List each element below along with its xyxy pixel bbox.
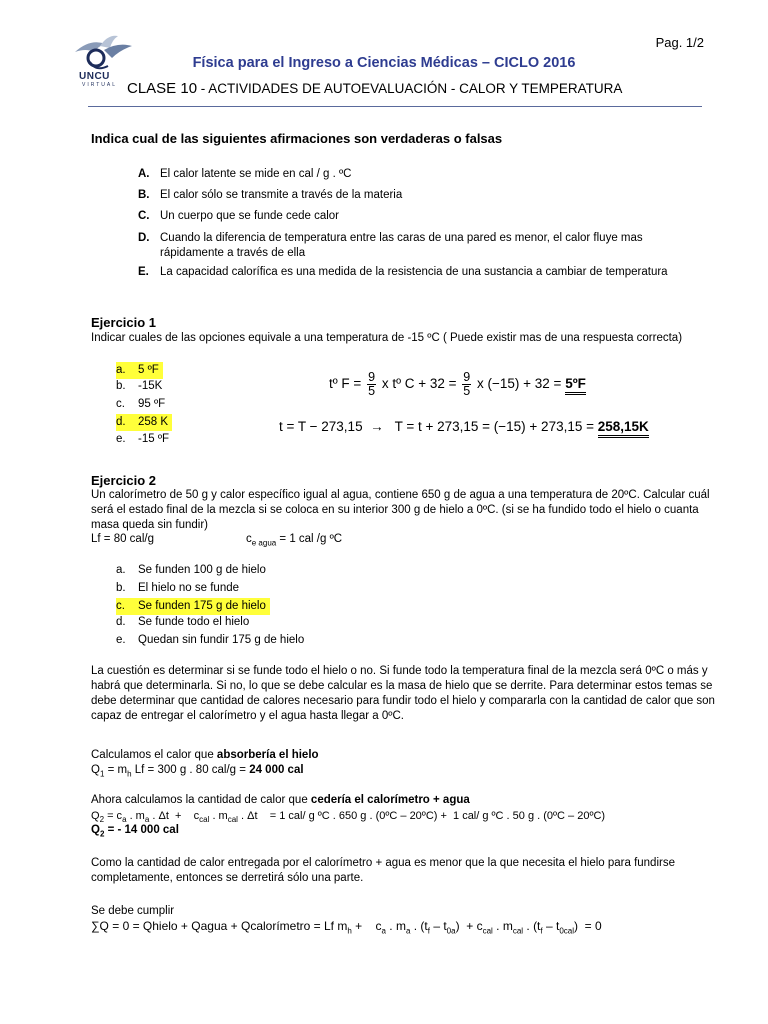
q1-equation: $Q_1 = m_h$ Lf = 300 g . 80 cal/g = 24 000 cal — [91, 764, 304, 779]
kelvin-equation: t = T − 273,15 → T = t + 273,15 = (−15) + 273,15 = 258,15K — [279, 419, 649, 434]
fraction: $\frac{9}{5}$ — [463, 370, 471, 398]
option-letter: c. — [116, 600, 125, 612]
page-number: Pag. 1/2 — [655, 35, 704, 50]
statement-b — [138, 188, 708, 203]
statement-text: El calor latente se mide en cal / g . ºC — [160, 168, 352, 180]
fahrenheit-equation: tº F = $\frac{9}{5}$ x tº C + 32 = $\frac{9}{5}$ x (−15) + 32 = 5ºF — [329, 370, 586, 398]
statement-text: Cuando la diferencia de temperatura entre las caras de una pared es menor, el calor fluye mas rápidamente a través de ella — [160, 232, 643, 259]
option-text: Se funden 175 g de hielo — [138, 600, 266, 612]
exercise-1-option-c — [116, 397, 165, 412]
must-satisfy-label: Se debe cumplir — [91, 905, 175, 917]
option-letter: c. — [116, 398, 125, 410]
exercise-2-option-e — [116, 633, 304, 648]
statement-letter: E. — [138, 266, 149, 278]
logo-text: UNCU — [79, 71, 110, 82]
exercise-1-prompt: Indicar cuales de las opciones equivale a una temperatura de -15 ºC ( Puede existir mas de una respuesta correcta) — [91, 332, 683, 344]
exercise-2-option-a — [116, 563, 266, 578]
statement-letter: A. — [138, 168, 150, 180]
fraction: $\frac{9}{5}$ — [368, 370, 376, 398]
exercise-1-option-b — [116, 379, 162, 394]
exercise-2-title: Ejercicio 2 — [91, 473, 157, 488]
fahrenheit-result: 5ºF — [565, 376, 586, 395]
option-text: -15K — [138, 380, 163, 392]
statement-e — [138, 265, 708, 280]
header-divider — [88, 106, 702, 107]
statement-c — [138, 209, 708, 224]
option-letter: a. — [116, 364, 126, 376]
q2-result: $Q_2$ = - 14 000 cal — [91, 824, 179, 839]
exercise-1-title: Ejercicio 1 — [91, 315, 157, 330]
option-text: Quedan sin fundir 175 g de hielo — [138, 634, 305, 646]
document-title: Física para el Ingreso a Ciencias Médicas – CICLO 2016 — [192, 55, 576, 71]
exercise-2-option-b — [116, 581, 239, 596]
logo-subtext: VIRTUAL — [82, 82, 118, 88]
statement-letter: D. — [138, 232, 150, 244]
option-text: -15 ºF — [138, 433, 170, 445]
exercise-2-option-c — [116, 598, 270, 615]
option-letter: a. — [116, 564, 126, 576]
energy-balance-equation: ∑Q = 0 = Qhielo + Qagua + Qcalorímetro = Lf $m_h$ + $c_a$ . $m_a$ . $(t_f - t_{0a}) + c_{cal}$ . $m_{cal}$ . $(t_f - t_{0cal}) = 0$ — [91, 919, 602, 936]
option-letter: e. — [116, 433, 126, 445]
exercise-2-prompt: Un calorímetro de 50 g y calor específico igual al agua, contiene 650 g de agua a una temperatura de 20ºC. Calcular cuál será el estado final de la mezcla si se coloca en su interior 300 g de hielo a 0ºC. (si se ha fundido todo el hielo o cuanta masa queda sin fundir) — [91, 489, 710, 531]
q2-equation: $Q_2 = c_a$ . $m_a$ . Δt + $c_{cal}$ . $m_{cal}$ . Δt = 1 cal/ g ºC . 650 g . (0ºC – 20ºC) + 1 cal/ g ºC . 50 g . (0ºC – 20ºC) — [91, 810, 606, 825]
option-letter: d. — [116, 416, 126, 428]
subtitle-text: - ACTIVIDADES DE AUTOEVALUACIÓN - CALOR Y TEMPERATURA — [197, 81, 623, 96]
calc-calorimeter-intro: Ahora calculamos la cantidad de calor que cedería el calorímetro + agua — [91, 794, 470, 806]
exercise-1-option-a — [116, 362, 163, 379]
exercise-1-option-d — [116, 414, 172, 431]
option-text: 5 ºF — [138, 364, 159, 376]
question-title: Indica cual de las siguientes afirmaciones son verdaderas o falsas — [91, 131, 503, 146]
q1-result: 24 000 cal — [249, 764, 304, 776]
statement-letter: B. — [138, 189, 150, 201]
statement-a — [138, 167, 708, 182]
option-text: 258 K — [138, 416, 169, 428]
statement-text: Un cuerpo que se funde cede calor — [160, 210, 340, 222]
option-letter: d. — [116, 616, 126, 628]
option-text: Se funden 100 g de hielo — [138, 564, 266, 576]
conclusion-paragraph: Como la cantidad de calor entregada por el calorímetro + agua es menor que la que necesita el hielo para fundirse completamente, entonces se derretirá sólo una parte. — [91, 857, 675, 884]
class-number: CLASE 10 — [127, 80, 198, 97]
exercise-2-constants — [91, 532, 716, 547]
option-text: 95 ºF — [138, 398, 166, 410]
latent-heat: Lf = 80 cal/g — [91, 533, 154, 545]
option-letter: b. — [116, 582, 126, 594]
kelvin-result: 258,15K — [598, 419, 649, 438]
specific-heat: $c_{e agua} = 1$ cal /g ºC — [246, 533, 343, 548]
statement-text: La capacidad calorífica es una medida de la resistencia de una sustancia a cambiar de temperatura — [160, 266, 668, 278]
statement-letter: C. — [138, 210, 150, 222]
statement-text: El calor sólo se transmite a través de la materia — [160, 189, 403, 201]
statement-d — [138, 231, 708, 261]
option-letter: b. — [116, 380, 126, 392]
option-text: El hielo no se funde — [138, 582, 240, 594]
explanation-paragraph: La cuestión es determinar si se funde todo el hielo o no. Si funde todo la temperatura final de la mezcla será 0ºC o más y habrá que determinarla. Si no, lo que se debe calcular es la masa de hielo que se derrite. Para determinar estos temas se debe determinar que cantidad de calores necesario para fundir todo el hielo y compararla con la cantidad de calor que son capaz de entregar el calorímetro y el agua hasta llegar a 0ºC. — [91, 665, 715, 722]
document-subtitle — [127, 80, 622, 97]
exercise-1-option-e — [116, 432, 169, 447]
calc-ice-intro: Calculamos el calor que absorbería el hielo — [91, 749, 319, 761]
option-letter: e. — [116, 634, 126, 646]
exercise-2-option-d — [116, 615, 249, 630]
option-text: Se funde todo el hielo — [138, 616, 250, 628]
